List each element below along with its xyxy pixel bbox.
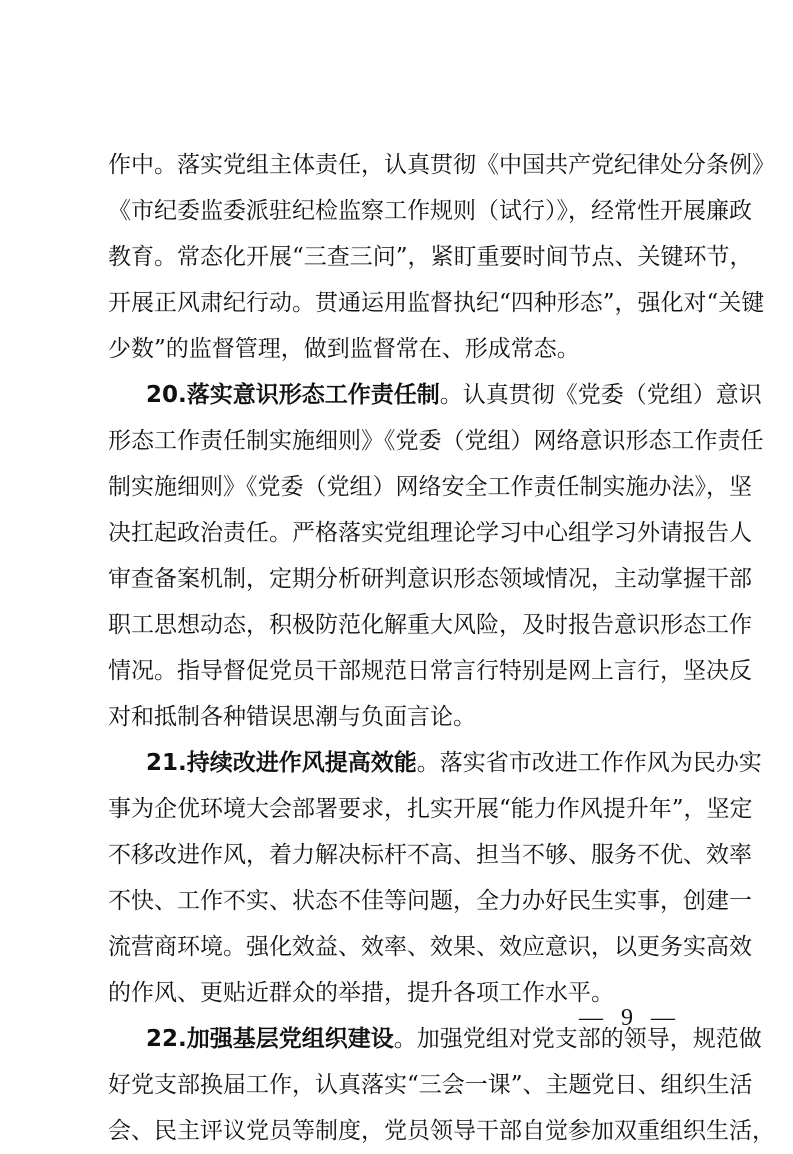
section-heading: 21.持续改进作风提高效能 xyxy=(146,750,417,776)
body-line xyxy=(108,602,752,648)
line-text: 情况。指导督促党员干部规范日常言行特别是网上言行，坚决反 xyxy=(108,658,752,684)
paragraph-continued xyxy=(108,142,775,372)
body-line xyxy=(108,234,753,280)
body-line xyxy=(108,924,752,970)
body-line xyxy=(108,694,698,740)
body-line xyxy=(108,464,752,510)
line-text: 不移改进作风，着力解决标杆不高、担当不够、服务不优、效率 xyxy=(108,842,752,868)
body-line xyxy=(108,786,753,832)
line-text: 事为企优环境大会部署要求，扎实开展“能力作风提升年”，坚定 xyxy=(108,796,753,822)
body-line xyxy=(108,740,762,786)
page-number: — 9 — xyxy=(579,1005,681,1031)
line-text: 形态工作责任制实施细则》《党委（党组）网络意识形态工作责任 xyxy=(108,428,764,454)
line-text: 职工思想动态，积极防范化解重大风险，及时报告意识形态工作 xyxy=(108,612,752,638)
line-text: 流营商环境。强化效益、效率、效果、效应意识，以更务实高效 xyxy=(108,934,752,960)
paragraph-20 xyxy=(108,372,764,740)
line-text: 作中。落实党组主体责任，认真贯彻《中国共产党纪律处分条例》 xyxy=(108,152,775,178)
line-text: 好党支部换届工作，认真落实“三会一课”、主题党日、组织生活 xyxy=(108,1072,753,1098)
line-text: 的作风、更贴近群众的举措，提升各项工作水平。 xyxy=(108,980,614,1006)
line-text: 制实施细则》《党委（党组）网络安全工作责任制实施办法》，坚 xyxy=(108,474,752,500)
line-text: 审查备案机制，定期分析研判意识形态领域情况，主动掌握干部 xyxy=(108,566,752,592)
body-line xyxy=(108,556,752,602)
body-line xyxy=(108,142,775,188)
line-text: 决扛起政治责任。严格落实党组理论学习中心组学习外请报告人 xyxy=(108,520,752,546)
body-line xyxy=(108,1108,775,1154)
body-line xyxy=(108,372,762,418)
body-line xyxy=(108,280,765,326)
line-text: 。落实省市改进工作作风为民办实 xyxy=(416,750,762,776)
body-line xyxy=(108,1062,753,1108)
line-text: 《市纪委监委派驻纪检监察工作规则（试行）》，经常性开展廉政 xyxy=(108,198,752,224)
paragraph-22 xyxy=(108,1016,775,1154)
paragraph-21 xyxy=(108,740,762,1016)
body-line xyxy=(108,188,752,234)
section-heading: 22.加强基层党组织建设 xyxy=(146,1026,394,1052)
line-text: 。加强党组对党支部的领导，规范做 xyxy=(393,1026,762,1052)
line-text: 开展正风肃纪行动。贯通运用监督执纪“四种形态”，强化对“关键 xyxy=(108,290,765,316)
body-line xyxy=(108,326,698,372)
body-line xyxy=(108,648,752,694)
line-text: 教育。常态化开展“三查三问”，紧盯重要时间节点、关键环节， xyxy=(108,244,753,270)
line-text: 不快、工作不实、状态不佳等问题，全力办好民生实事，创建一 xyxy=(108,888,752,914)
body-line xyxy=(108,878,752,924)
body-line xyxy=(108,418,764,464)
line-text: 少数”的监督管理，做到监督常在、形成常态。 xyxy=(108,336,580,362)
body-line xyxy=(108,832,752,878)
line-text: 对和抵制各种错误思潮与负面言论。 xyxy=(108,704,476,730)
section-heading: 20.落实意识形态工作责任制 xyxy=(146,382,440,408)
line-text: 。认真贯彻《党委（党组）意识 xyxy=(439,382,762,408)
body-line xyxy=(108,510,752,556)
line-text: 会、民主评议党员等制度，党员领导干部自觉参加双重组织生活， xyxy=(108,1118,775,1144)
